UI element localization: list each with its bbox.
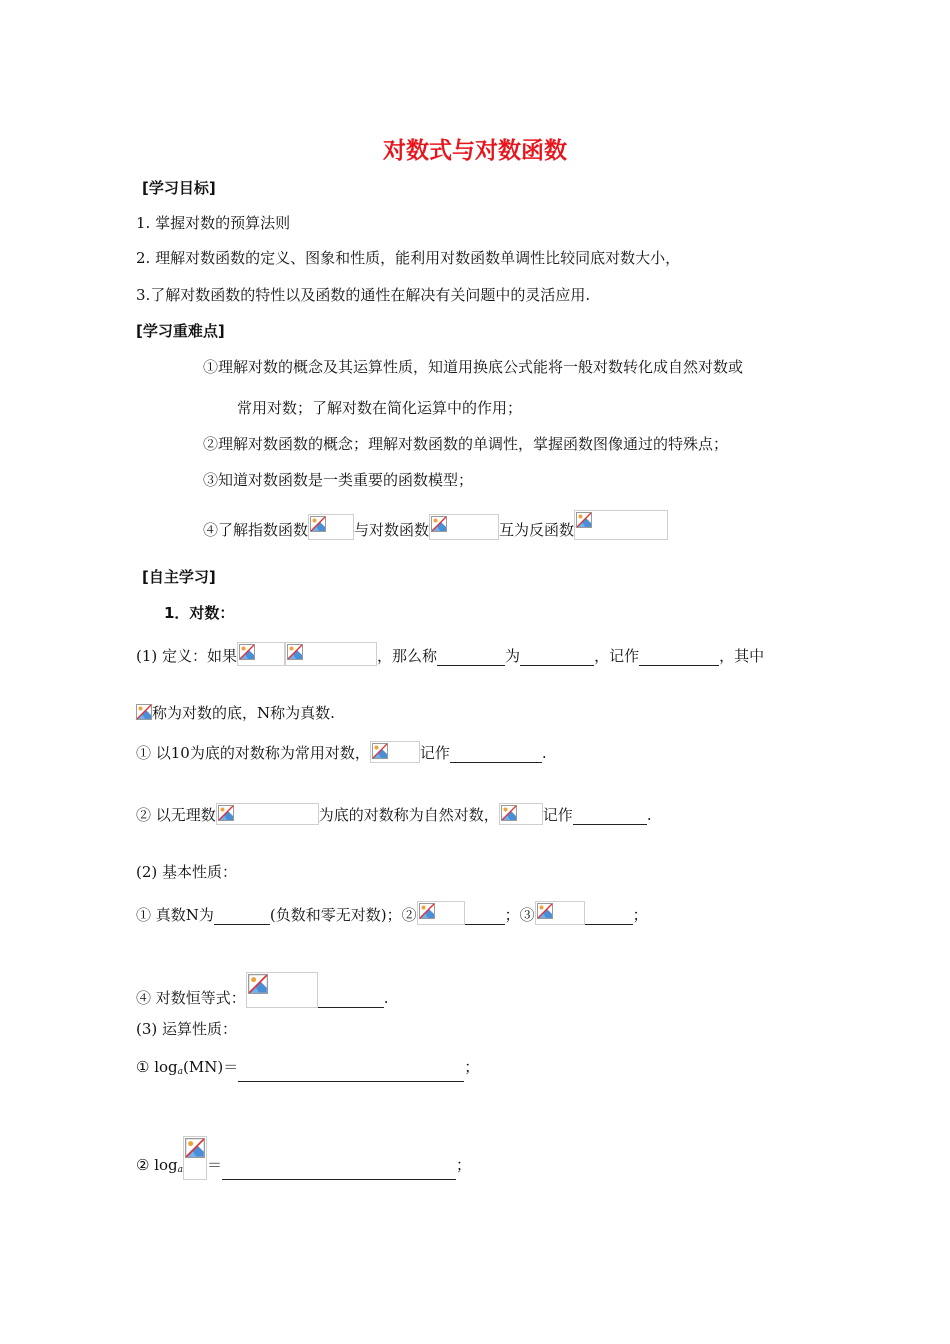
log-base: a xyxy=(177,1067,184,1077)
broken-image-icon xyxy=(576,512,592,528)
log-base: a xyxy=(177,1165,184,1175)
common-log-text: ① 以10为底的对数称为常用对数， xyxy=(136,744,370,762)
property-line-1 xyxy=(136,901,648,925)
fill-blank[interactable] xyxy=(465,908,505,925)
definition-text-d: ，记作 xyxy=(594,647,640,665)
fill-blank[interactable] xyxy=(573,808,647,825)
property-text-b: (负数和零无对数)；② xyxy=(269,906,417,924)
section-1-heading: 1．对数： xyxy=(164,604,235,622)
formula-image xyxy=(574,510,668,540)
formula-image xyxy=(183,1136,207,1180)
broken-image-icon xyxy=(310,516,326,532)
operation-rule-2 xyxy=(136,1136,471,1180)
broken-image-icon xyxy=(239,644,255,660)
definition-line-2 xyxy=(136,703,335,723)
difficulty-4-text-c: 互为反函数 xyxy=(499,521,575,539)
semicolon: ； xyxy=(456,1156,472,1174)
broken-image-icon xyxy=(136,704,152,720)
fill-blank[interactable] xyxy=(437,649,505,666)
formula-image xyxy=(417,901,465,925)
period: . xyxy=(541,744,547,762)
broken-image-icon xyxy=(431,516,447,532)
fill-blank[interactable] xyxy=(318,991,384,1008)
period: . xyxy=(646,806,652,824)
property-text-a: ① 真数N为 xyxy=(136,906,214,924)
formula-image xyxy=(246,972,318,1008)
difficulty-4-text-a: ④了解指数函数 xyxy=(203,521,309,539)
definition-line xyxy=(136,642,764,666)
natural-log-line xyxy=(136,803,652,825)
fill-blank[interactable] xyxy=(238,1065,464,1082)
formula-image xyxy=(308,514,354,540)
broken-image-icon xyxy=(501,805,517,821)
broken-image-icon xyxy=(537,903,553,919)
formula-image xyxy=(216,803,319,825)
natural-log-text-b: 为底的对数称为自然对数， xyxy=(318,806,499,824)
definition-text-a: (1) 定义：如果 xyxy=(136,647,238,665)
broken-image-icon xyxy=(248,974,268,994)
fill-blank[interactable] xyxy=(585,908,633,925)
broken-image-icon xyxy=(419,903,435,919)
definition-2-text: 称为对数的底，N称为真数. xyxy=(152,704,335,722)
fill-blank[interactable] xyxy=(222,1163,456,1180)
goal-item-3: 3.了解对数函数的特性以及函数的通性在解决有关问题中的灵活应用. xyxy=(136,286,591,304)
fill-blank[interactable] xyxy=(214,908,270,925)
fill-blank[interactable] xyxy=(450,746,542,763)
equals: ＝ xyxy=(207,1156,223,1174)
operation-rule-1 xyxy=(136,1057,479,1082)
fill-blank[interactable] xyxy=(639,649,719,666)
properties-header: (2) 基本性质： xyxy=(136,863,238,881)
definition-text-b: ，那么称 xyxy=(377,647,438,665)
identity-text: ④ 对数恒等式： xyxy=(136,989,246,1007)
difficulty-1b: 常用对数；了解对数在简化运算中的作用； xyxy=(237,399,523,417)
formula-image xyxy=(237,642,285,666)
difficulty-3: ③知道对数函数是一类重要的函数模型； xyxy=(203,471,474,489)
broken-image-icon xyxy=(372,743,388,759)
property-text-c: ；③ xyxy=(504,906,535,924)
formula-image xyxy=(499,803,543,825)
property-line-4 xyxy=(136,972,389,1008)
formula-image xyxy=(535,901,585,925)
difficulty-2: ②理解对数函数的概念；理解对数函数的单调性，掌握函数图像通过的特殊点； xyxy=(203,435,729,453)
period: . xyxy=(383,989,389,1007)
broken-image-icon xyxy=(218,805,234,821)
formula-image xyxy=(285,642,377,666)
self-study-header: [自主学习] xyxy=(142,568,216,586)
log-text: ① log xyxy=(136,1058,178,1076)
goal-item-2: 2. 理解对数函数的定义、图象和性质，能利用对数函数单调性比较同底对数大小， xyxy=(136,249,681,267)
definition-text-c: 为 xyxy=(505,647,521,665)
common-log-line xyxy=(136,741,547,763)
difficulty-1a: ①理解对数的概念及其运算性质，知道用换底公式能将一般对数转化成自然对数或 xyxy=(203,358,744,376)
natural-log-note: 记作 xyxy=(542,806,573,824)
semicolon: ； xyxy=(464,1058,480,1076)
natural-log-text-a: ② 以无理数 xyxy=(136,806,216,824)
log-argument: (MN)＝ xyxy=(183,1058,239,1076)
fill-blank[interactable] xyxy=(520,649,594,666)
goal-item-1: 1. 掌握对数的预算法则 xyxy=(136,214,291,232)
definition-text-e: ，其中 xyxy=(719,647,765,665)
document-title: 对数式与对数函数 xyxy=(383,138,567,164)
difficulty-4 xyxy=(203,510,668,540)
broken-image-icon xyxy=(287,644,303,660)
common-log-note: 记作 xyxy=(419,744,450,762)
formula-image xyxy=(370,741,420,763)
semicolon: ； xyxy=(632,906,648,924)
goals-header: [学习目标] xyxy=(142,179,216,197)
operations-header: (3) 运算性质： xyxy=(136,1020,238,1038)
log-text: ② log xyxy=(136,1156,178,1174)
formula-image xyxy=(429,514,499,540)
broken-image-icon xyxy=(185,1138,205,1158)
difficulties-header: [学习重难点] xyxy=(136,322,225,340)
difficulty-4-text-b: 与对数函数 xyxy=(354,521,430,539)
